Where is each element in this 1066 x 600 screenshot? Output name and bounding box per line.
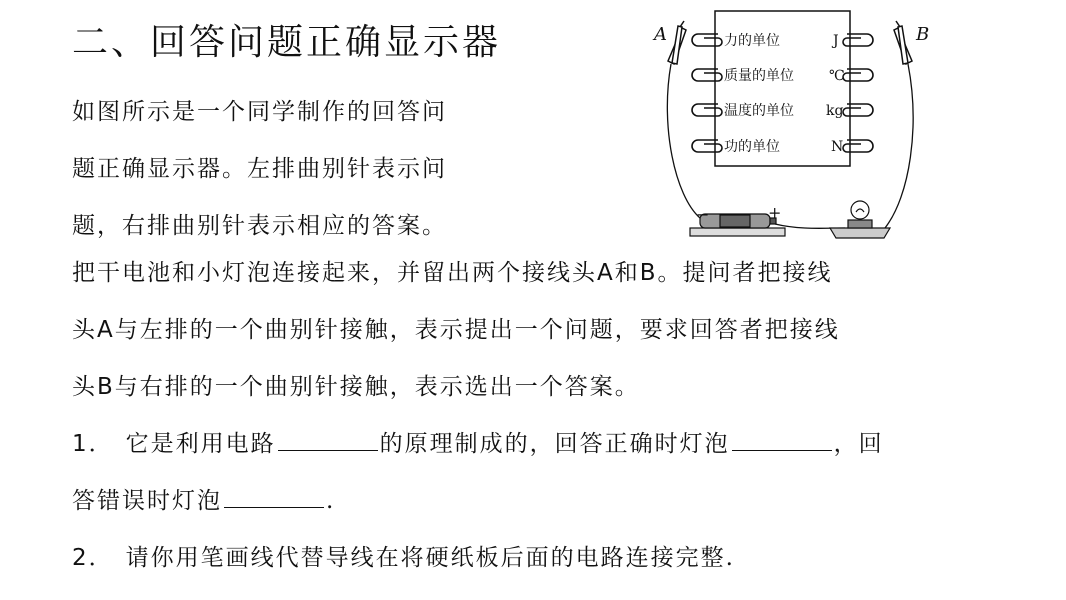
intro-line: 题正确显示器。左排曲别针表示问	[72, 156, 447, 182]
clip-a	[668, 21, 686, 64]
instructions-paragraph	[72, 245, 1052, 587]
right-label: J	[833, 33, 839, 49]
intro-line: 如图所示是一个同学制作的回答问	[72, 99, 447, 125]
intro-paragraph	[72, 84, 552, 255]
question-2-line: 2． 请你用笔画线代替导线在将硬纸板后面的电路连接完整.	[72, 545, 735, 571]
body-line-2: 头A与左排的一个曲别针接触，表示提出一个问题，要求回答者把接线	[72, 317, 840, 343]
question-1-line-1: 1． 它是利用电路 的原理制成的，回答正确时灯泡 ，回	[72, 416, 1052, 473]
label-a: A	[654, 24, 667, 45]
right-label: kg	[826, 103, 844, 119]
left-label: 温度的单位	[724, 103, 794, 119]
battery-minus: −	[696, 205, 710, 224]
wire-b	[885, 64, 913, 228]
section-title: 二、回答问题正确显示器	[72, 22, 502, 63]
battery-plus: +	[768, 203, 782, 222]
bulb	[830, 201, 890, 238]
label-b: B	[916, 24, 930, 45]
body-line-3: 头B与右排的一个曲别针接触，表示选出一个答案。	[72, 374, 640, 400]
intro-line: 题，右排曲别针表示相应的答案。	[72, 213, 447, 239]
question-number: 1．	[72, 431, 114, 457]
left-label: 质量的单位	[724, 68, 794, 84]
left-label: 功的单位	[724, 139, 780, 155]
left-label: 力的单位	[724, 33, 780, 49]
circuit-diagram	[640, 6, 940, 246]
question-number: 2．	[72, 545, 114, 571]
question-1-line-2: 答错误时灯泡 .	[72, 473, 1052, 530]
answer-blank[interactable]	[278, 428, 378, 451]
clip-b	[894, 21, 912, 64]
answer-blank[interactable]	[732, 428, 832, 451]
body-line-1: 把干电池和小灯泡连接起来，并留出两个接线头A和B。提问者把接线	[72, 260, 833, 286]
right-label: ℃	[829, 68, 845, 84]
answer-blank[interactable]	[224, 485, 324, 508]
right-label: N	[831, 139, 844, 155]
